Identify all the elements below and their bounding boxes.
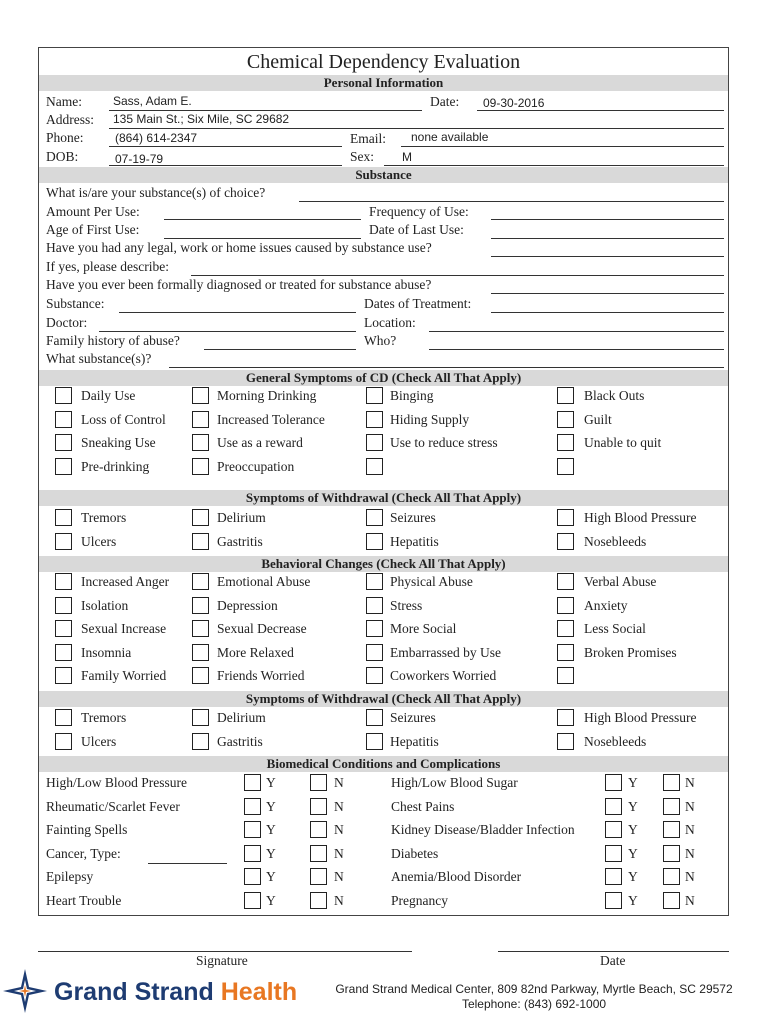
- diabetes-label: Diabetes: [391, 845, 439, 861]
- what-substances-label: What substance(s)?: [46, 351, 152, 366]
- hepatitis-checkbox[interactable]: [366, 533, 383, 550]
- increased-tolerance-checkbox[interactable]: [192, 411, 209, 428]
- ulcers-label: Ulcers: [81, 733, 117, 749]
- use-as-a-reward-checkbox[interactable]: [192, 434, 209, 451]
- increased-anger-label: Increased Anger: [81, 574, 170, 589]
- anemia-blood-disorder-label: Anemia/Blood Disorder: [391, 869, 522, 884]
- email-field[interactable]: none available: [411, 130, 489, 144]
- embarrassed-by-use-checkbox[interactable]: [366, 644, 383, 661]
- no-label: N: [334, 869, 344, 884]
- location-line[interactable]: [429, 331, 724, 332]
- no-label: N: [334, 892, 344, 908]
- describe-line[interactable]: [191, 275, 724, 276]
- what-substances-line[interactable]: [169, 367, 724, 368]
- friends-worried-label: Friends Worried: [217, 668, 305, 683]
- section-substance: Substance: [39, 167, 728, 183]
- address-field[interactable]: 135 Main St.; Six Mile, SC 29682: [113, 112, 290, 126]
- loss-of-control-label: Loss of Control: [81, 411, 166, 427]
- no-label: N: [334, 822, 344, 837]
- amount-line[interactable]: [164, 219, 361, 220]
- tremors-label: Tremors: [81, 710, 127, 725]
- stress-checkbox[interactable]: [366, 597, 383, 614]
- rheumatic-scarlet-fever-label: Rheumatic/Scarlet Fever: [46, 798, 180, 814]
- pregnancy-yes-checkbox[interactable]: [605, 892, 622, 909]
- less-social-label: Less Social: [584, 621, 646, 636]
- broken-promises-checkbox[interactable]: [557, 644, 574, 661]
- pre-drinking-checkbox[interactable]: [55, 458, 72, 475]
- section-biomedical-conditions: Biomedical Conditions and Complications: [39, 756, 728, 772]
- chest-pains-label: Chest Pains: [391, 798, 455, 814]
- nosebleeds-label: Nosebleeds: [584, 733, 647, 749]
- high-blood-pressure-label: High Blood Pressure: [584, 510, 697, 525]
- coworkers-worried-checkbox[interactable]: [366, 667, 383, 684]
- no-label: N: [685, 845, 695, 861]
- issues-line[interactable]: [491, 256, 724, 257]
- high-blood-pressure-checkbox[interactable]: [557, 509, 574, 526]
- date-field[interactable]: 09-30-2016: [483, 96, 545, 110]
- insomnia-checkbox[interactable]: [55, 644, 72, 661]
- date-last-use-line[interactable]: [491, 238, 724, 239]
- date-label: Date:: [430, 94, 460, 109]
- date-last-use-label: Date of Last Use:: [369, 222, 464, 237]
- sexual-decrease-checkbox[interactable]: [192, 620, 209, 637]
- email-line: [401, 146, 724, 147]
- fainting-spells-no-checkbox[interactable]: [310, 821, 327, 838]
- hiding-supply-label: Hiding Supply: [390, 411, 470, 427]
- who-label: Who?: [364, 333, 397, 348]
- hepatitis-label: Hepatitis: [390, 733, 439, 749]
- sexual-increase-checkbox[interactable]: [55, 620, 72, 637]
- yes-label: Y: [266, 845, 276, 861]
- loss-of-control-checkbox[interactable]: [55, 411, 72, 428]
- frequency-label: Frequency of Use:: [369, 204, 469, 219]
- cancer-type-no-checkbox[interactable]: [310, 845, 327, 862]
- pregnancy-label: Pregnancy: [391, 892, 448, 908]
- sneaking-use-label: Sneaking Use: [81, 435, 156, 450]
- location-label: Location:: [364, 315, 416, 330]
- anxiety-label: Anxiety: [584, 597, 628, 613]
- signature-line[interactable]: [38, 951, 412, 952]
- yes-label: Y: [266, 892, 276, 908]
- issues-question: Have you had any legal, work or home issues caused by substance use?: [46, 240, 432, 255]
- substance-choice-line[interactable]: [299, 201, 724, 202]
- anemia-blood-disorder-no-checkbox[interactable]: [663, 868, 680, 885]
- substance-choice-label: What is/are your substance(s) of choice?: [46, 185, 266, 200]
- no-label: N: [685, 869, 695, 884]
- family-history-label: Family history of abuse?: [46, 333, 180, 348]
- yes-label: Y: [628, 822, 638, 837]
- rheumatic-scarlet-fever-no-checkbox[interactable]: [310, 798, 327, 815]
- kidney-disease-bladder-infection-yes-checkbox[interactable]: [605, 821, 622, 838]
- tremors-label: Tremors: [81, 510, 127, 525]
- family-worried-label: Family Worried: [81, 668, 167, 683]
- more-relaxed-label: More Relaxed: [217, 644, 294, 660]
- dob-field[interactable]: 07-19-79: [115, 152, 164, 166]
- daily-use-checkbox[interactable]: [55, 387, 72, 404]
- yes-label: Y: [628, 798, 638, 814]
- phone-field[interactable]: (864) 614-2347: [115, 131, 198, 145]
- no-label: N: [685, 775, 695, 790]
- black-outs-checkbox[interactable]: [557, 387, 574, 404]
- heart-trouble-no-checkbox[interactable]: [310, 892, 327, 909]
- blank-checkbox[interactable]: [557, 458, 574, 475]
- section-personal-information: Personal Information: [39, 75, 728, 91]
- facility-address: Grand Strand Medical Center, 809 82nd Parkway, Myrtle Beach, SC 29572: [335, 982, 733, 996]
- coworkers-worried-label: Coworkers Worried: [390, 668, 497, 683]
- signature-label: Signature: [196, 953, 248, 968]
- ulcers-checkbox[interactable]: [55, 533, 72, 550]
- section-behavioral-changes: Behavioral Changes (Check All That Apply): [39, 556, 728, 572]
- gastritis-label: Gastritis: [217, 733, 263, 749]
- isolation-label: Isolation: [81, 597, 129, 613]
- diabetes-no-checkbox[interactable]: [663, 845, 680, 862]
- use-to-reduce-stress-label: Use to reduce stress: [390, 435, 498, 450]
- fainting-spells-yes-checkbox[interactable]: [244, 821, 261, 838]
- gastritis-checkbox[interactable]: [192, 733, 209, 750]
- physical-abuse-label: Physical Abuse: [390, 574, 473, 589]
- hiding-supply-checkbox[interactable]: [366, 411, 383, 428]
- no-label: N: [685, 892, 695, 908]
- age-first-use-label: Age of First Use:: [46, 222, 140, 237]
- high-low-blood-pressure-label: High/Low Blood Pressure: [46, 775, 187, 790]
- ulcers-checkbox[interactable]: [55, 733, 72, 750]
- frequency-line[interactable]: [491, 219, 724, 220]
- delirium-checkbox[interactable]: [192, 509, 209, 526]
- stress-label: Stress: [390, 597, 423, 613]
- seizures-label: Seizures: [390, 710, 436, 725]
- delirium-label: Delirium: [217, 710, 266, 725]
- yes-label: Y: [266, 869, 276, 884]
- guilt-checkbox[interactable]: [557, 411, 574, 428]
- no-label: N: [334, 798, 344, 814]
- use-as-a-reward-label: Use as a reward: [217, 435, 303, 450]
- blank-checkbox[interactable]: [366, 458, 383, 475]
- brand-star-icon: [2, 968, 48, 1014]
- gastritis-label: Gastritis: [217, 533, 263, 549]
- chest-pains-yes-checkbox[interactable]: [605, 798, 622, 815]
- dates-treatment-line[interactable]: [491, 312, 724, 313]
- tremors-checkbox[interactable]: [55, 509, 72, 526]
- increased-tolerance-label: Increased Tolerance: [217, 411, 325, 427]
- yes-label: Y: [628, 892, 638, 908]
- yes-label: Y: [266, 775, 276, 790]
- sex-label: Sex:: [350, 149, 375, 164]
- epilepsy-no-checkbox[interactable]: [310, 868, 327, 885]
- email-label: Email:: [350, 131, 386, 146]
- seizures-checkbox[interactable]: [366, 509, 383, 526]
- age-first-use-line[interactable]: [164, 238, 361, 239]
- family-worried-checkbox[interactable]: [55, 667, 72, 684]
- dob-label: DOB:: [46, 149, 79, 164]
- more-relaxed-checkbox[interactable]: [192, 644, 209, 661]
- sneaking-use-checkbox[interactable]: [55, 434, 72, 451]
- broken-promises-label: Broken Promises: [584, 644, 677, 660]
- address-label: Address:: [46, 112, 94, 127]
- section-withdrawal-symptoms: Symptoms of Withdrawal (Check All That Apply): [39, 490, 728, 506]
- epilepsy-yes-checkbox[interactable]: [244, 868, 261, 885]
- high-blood-pressure-checkbox[interactable]: [557, 709, 574, 726]
- more-social-label: More Social: [390, 621, 457, 636]
- embarrassed-by-use-label: Embarrassed by Use: [390, 644, 501, 660]
- verbal-abuse-checkbox[interactable]: [557, 573, 574, 590]
- pre-drinking-label: Pre-drinking: [81, 458, 150, 474]
- high-low-blood-sugar-label: High/Low Blood Sugar: [391, 775, 518, 790]
- nosebleeds-checkbox[interactable]: [557, 733, 574, 750]
- depression-label: Depression: [217, 597, 278, 613]
- doctor-label: Doctor:: [46, 315, 88, 330]
- no-label: N: [334, 845, 344, 861]
- unable-to-quit-label: Unable to quit: [584, 435, 662, 450]
- gastritis-checkbox[interactable]: [192, 533, 209, 550]
- diagnosed-line[interactable]: [491, 293, 724, 294]
- high-low-blood-pressure-no-checkbox[interactable]: [310, 774, 327, 791]
- increased-anger-checkbox[interactable]: [55, 573, 72, 590]
- binging-checkbox[interactable]: [366, 387, 383, 404]
- cancer-type-yes-checkbox[interactable]: [244, 845, 261, 862]
- sexual-increase-label: Sexual Increase: [81, 621, 167, 636]
- ulcers-label: Ulcers: [81, 533, 117, 549]
- phone-line: [109, 146, 342, 147]
- high-low-blood-pressure-yes-checkbox[interactable]: [244, 774, 261, 791]
- high-low-blood-sugar-no-checkbox[interactable]: [663, 774, 680, 791]
- binging-label: Binging: [390, 388, 434, 403]
- depression-checkbox[interactable]: [192, 597, 209, 614]
- who-line[interactable]: [429, 349, 724, 350]
- high-low-blood-sugar-yes-checkbox[interactable]: [605, 774, 622, 791]
- epilepsy-label: Epilepsy: [46, 869, 94, 884]
- seizures-checkbox[interactable]: [366, 709, 383, 726]
- seizures-label: Seizures: [390, 510, 436, 525]
- facility-telephone: Telephone: (843) 692-1000: [461, 997, 607, 1011]
- emotional-abuse-label: Emotional Abuse: [217, 574, 311, 589]
- family-history-line[interactable]: [204, 349, 356, 350]
- brand-logo: Grand Strand Health: [54, 978, 298, 1006]
- guilt-label: Guilt: [584, 411, 612, 427]
- daily-use-label: Daily Use: [81, 388, 136, 403]
- date-signature-line[interactable]: [498, 951, 729, 952]
- phone-label: Phone:: [46, 130, 84, 145]
- yes-label: Y: [628, 775, 638, 790]
- nosebleeds-checkbox[interactable]: [557, 533, 574, 550]
- verbal-abuse-label: Verbal Abuse: [584, 574, 657, 589]
- preoccupation-label: Preoccupation: [217, 458, 295, 474]
- preoccupation-checkbox[interactable]: [192, 458, 209, 475]
- friends-worried-checkbox[interactable]: [192, 667, 209, 684]
- unable-to-quit-checkbox[interactable]: [557, 434, 574, 451]
- cancer-type-line[interactable]: [148, 863, 227, 864]
- sex-field[interactable]: M: [402, 150, 412, 164]
- sexual-decrease-label: Sexual Decrease: [217, 621, 307, 636]
- heart-trouble-label: Heart Trouble: [46, 892, 122, 908]
- amount-label: Amount Per Use:: [46, 204, 140, 219]
- no-label: N: [685, 798, 695, 814]
- treatment-substance-label: Substance:: [46, 296, 105, 311]
- describe-label: If yes, please describe:: [46, 259, 169, 274]
- less-social-checkbox[interactable]: [557, 620, 574, 637]
- no-label: N: [685, 822, 695, 837]
- morning-drinking-label: Morning Drinking: [217, 388, 317, 403]
- name-label: Name:: [46, 94, 82, 109]
- diabetes-yes-checkbox[interactable]: [605, 845, 622, 862]
- emotional-abuse-checkbox[interactable]: [192, 573, 209, 590]
- kidney-disease-bladder-infection-no-checkbox[interactable]: [663, 821, 680, 838]
- section-withdrawal-symptoms-2: Symptoms of Withdrawal (Check All That Apply): [39, 691, 728, 707]
- morning-drinking-checkbox[interactable]: [192, 387, 209, 404]
- physical-abuse-checkbox[interactable]: [366, 573, 383, 590]
- delirium-checkbox[interactable]: [192, 709, 209, 726]
- doctor-line[interactable]: [99, 331, 356, 332]
- form-title: Chemical Dependency Evaluation: [246, 51, 521, 73]
- chest-pains-no-checkbox[interactable]: [663, 798, 680, 815]
- yes-label: Y: [266, 798, 276, 814]
- isolation-checkbox[interactable]: [55, 597, 72, 614]
- name-field[interactable]: Sass, Adam E.: [113, 94, 192, 108]
- more-social-checkbox[interactable]: [366, 620, 383, 637]
- black-outs-label: Black Outs: [584, 388, 645, 403]
- heart-trouble-yes-checkbox[interactable]: [244, 892, 261, 909]
- pregnancy-no-checkbox[interactable]: [663, 892, 680, 909]
- date-signature-label: Date: [600, 953, 626, 968]
- dates-treatment-label: Dates of Treatment:: [364, 296, 472, 311]
- anxiety-checkbox[interactable]: [557, 597, 574, 614]
- fainting-spells-label: Fainting Spells: [46, 822, 128, 837]
- hepatitis-checkbox[interactable]: [366, 733, 383, 750]
- treatment-substance-line[interactable]: [119, 312, 356, 313]
- kidney-disease-bladder-infection-label: Kidney Disease/Bladder Infection: [391, 822, 575, 837]
- tremors-checkbox[interactable]: [55, 709, 72, 726]
- cancer-type-label: Cancer, Type:: [46, 845, 121, 861]
- insomnia-label: Insomnia: [81, 644, 132, 660]
- hepatitis-label: Hepatitis: [390, 533, 439, 549]
- use-to-reduce-stress-checkbox[interactable]: [366, 434, 383, 451]
- section-general-symptoms: General Symptoms of CD (Check All That Apply): [39, 370, 728, 386]
- anemia-blood-disorder-yes-checkbox[interactable]: [605, 868, 622, 885]
- sex-line: [384, 165, 724, 166]
- nosebleeds-label: Nosebleeds: [584, 533, 647, 549]
- delirium-label: Delirium: [217, 510, 266, 525]
- evaluation-form: [38, 47, 729, 916]
- no-label: N: [334, 775, 344, 790]
- diagnosed-question: Have you ever been formally diagnosed or treated for substance abuse?: [46, 277, 432, 292]
- rheumatic-scarlet-fever-yes-checkbox[interactable]: [244, 798, 261, 815]
- yes-label: Y: [628, 845, 638, 861]
- blank-checkbox[interactable]: [557, 667, 574, 684]
- yes-label: Y: [628, 869, 638, 884]
- high-blood-pressure-label: High Blood Pressure: [584, 710, 697, 725]
- yes-label: Y: [266, 822, 276, 837]
